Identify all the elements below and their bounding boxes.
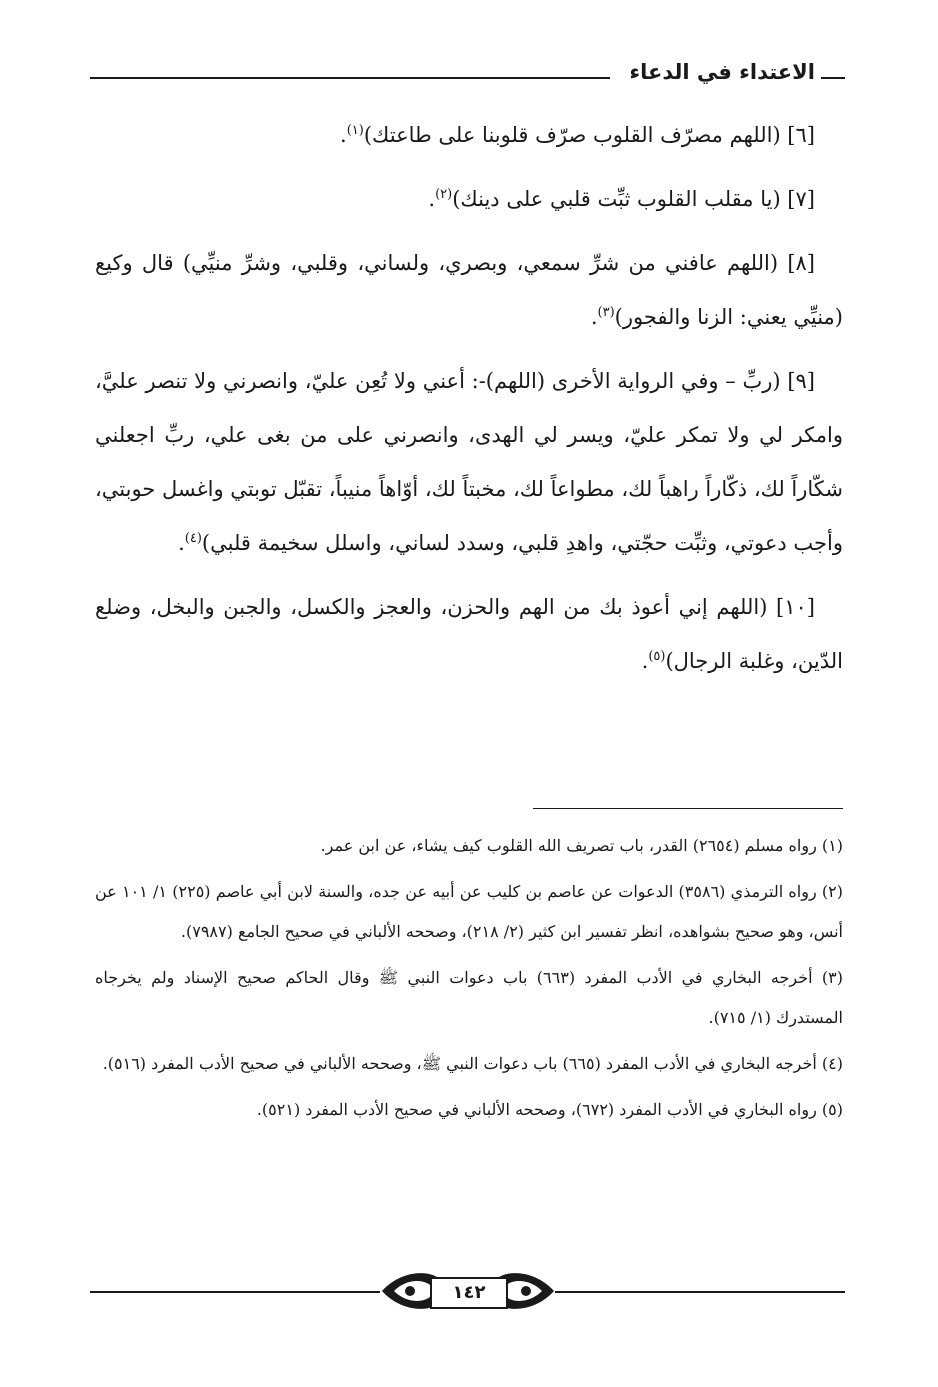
paragraph-6: [95, 108, 843, 162]
paragraph-10: [95, 580, 843, 688]
header-rule-left: [90, 77, 610, 79]
paragraph-end: .: [178, 531, 185, 555]
main-text: [95, 108, 843, 688]
footnote-ref: (٥): [648, 649, 666, 664]
running-header: [90, 60, 845, 94]
footnotes: [95, 826, 843, 1136]
paragraph-text: [٩] (ربِّ – وفي الرواية الأخرى (اللهم)-: أعني ولا تُعِن عليّ، وانصرني ولا تنصر عليَّ، وامكر لي ولا تمكر عليّ، ويسر لي الهدى، وانصرني على من بغى علي، ربِّ اجعلني شكّاراً لك، ذكّاراً راهباً لك، مطواعاً لك، مخبتاً لك، أوّاهاً منيباً، تقبّل توبتي واغسل حوبتي، وأجب دعوتي، وثبِّت حجّتي، واهدِ قلبي، وسدد لساني، واسلل سخيمة قلبي): [95, 369, 843, 555]
footnote-3: (٣) أخرجه البخاري في الأدب المفرد (٦٦٣) باب دعوات النبي ﷺ وقال الحاكم صحيح الإسناد ولم يخرجاه المستدرك (١/ ٧١٥).: [95, 968, 844, 1027]
footnote-ref: (٤): [184, 531, 202, 546]
paragraph-text: [٦] (اللهم مصرّف القلوب صرّف قلوبنا على طاعتك): [363, 123, 815, 147]
footer-rule-right: [555, 1291, 845, 1293]
paragraph-text: [١٠] (اللهم إني أعوذ بك من الهم والحزن، والعجز والكسل، والجبن والبخل، وضلع الدّين، وغلبة الرجال): [95, 595, 843, 673]
paragraph-text: [٧] (يا مقلب القلوب ثبِّت قلبي على دينك): [452, 187, 815, 211]
footnote-ref: (٣): [597, 305, 615, 320]
footnote-4: (٤) أخرجه البخاري في الأدب المفرد (٦٦٥) باب دعوات النبي ﷺ، وصححه الألباني في صحيح الأدب المفرد (٥١٦).: [102, 1054, 843, 1073]
footnote-separator: [533, 808, 843, 809]
footnote-2: (٢) رواه الترمذي (٣٥٨٦) الدعوات عن عاصم بن كليب عن أبيه عن جده، والسنة لابن أبي عاصم (٢٢٥) ١/ ١٠١ عن أنس، وهو صحيح بشواهده، انظر تفسير ابن كثير (٢/ ٢١٨)، وصححه الألباني في صحيح الجامع (٧٩٨٧).: [95, 882, 844, 941]
header-title: الاعتداء في الدعاء: [629, 60, 815, 84]
footnote-ref: (١): [346, 123, 364, 138]
footnote-1: (١) رواه مسلم (٢٦٥٤) القدر، باب تصريف الله القلوب كيف يشاء، عن ابن عمر.: [320, 836, 843, 855]
paragraph-end: .: [428, 187, 436, 211]
page-footer: [90, 1262, 845, 1322]
footer-rule-left: [90, 1291, 380, 1293]
paragraph-end: .: [590, 305, 598, 329]
footnote-5: (٥) رواه البخاري في الأدب المفرد (٦٧٢)، وصححه الألباني في صحيح الأدب المفرد (٥٢١).: [256, 1100, 843, 1119]
paragraph-7: [95, 172, 843, 226]
paragraph-text: [٨] (اللهم عافني من شرِّ سمعي، وبصري، ولساني، وقلبي، وشرِّ منيِّي) قال وكيع (منيِّي يعني: الزنا والفجور): [95, 251, 843, 329]
header-rule-right: [821, 77, 845, 79]
paragraph-end: .: [340, 123, 347, 147]
paragraph-9: [95, 354, 843, 570]
footnote-ref: (٢): [435, 187, 453, 202]
page-number: ١٤٢: [430, 1277, 508, 1309]
paragraph-end: .: [641, 649, 649, 673]
paragraph-8: [95, 236, 843, 344]
